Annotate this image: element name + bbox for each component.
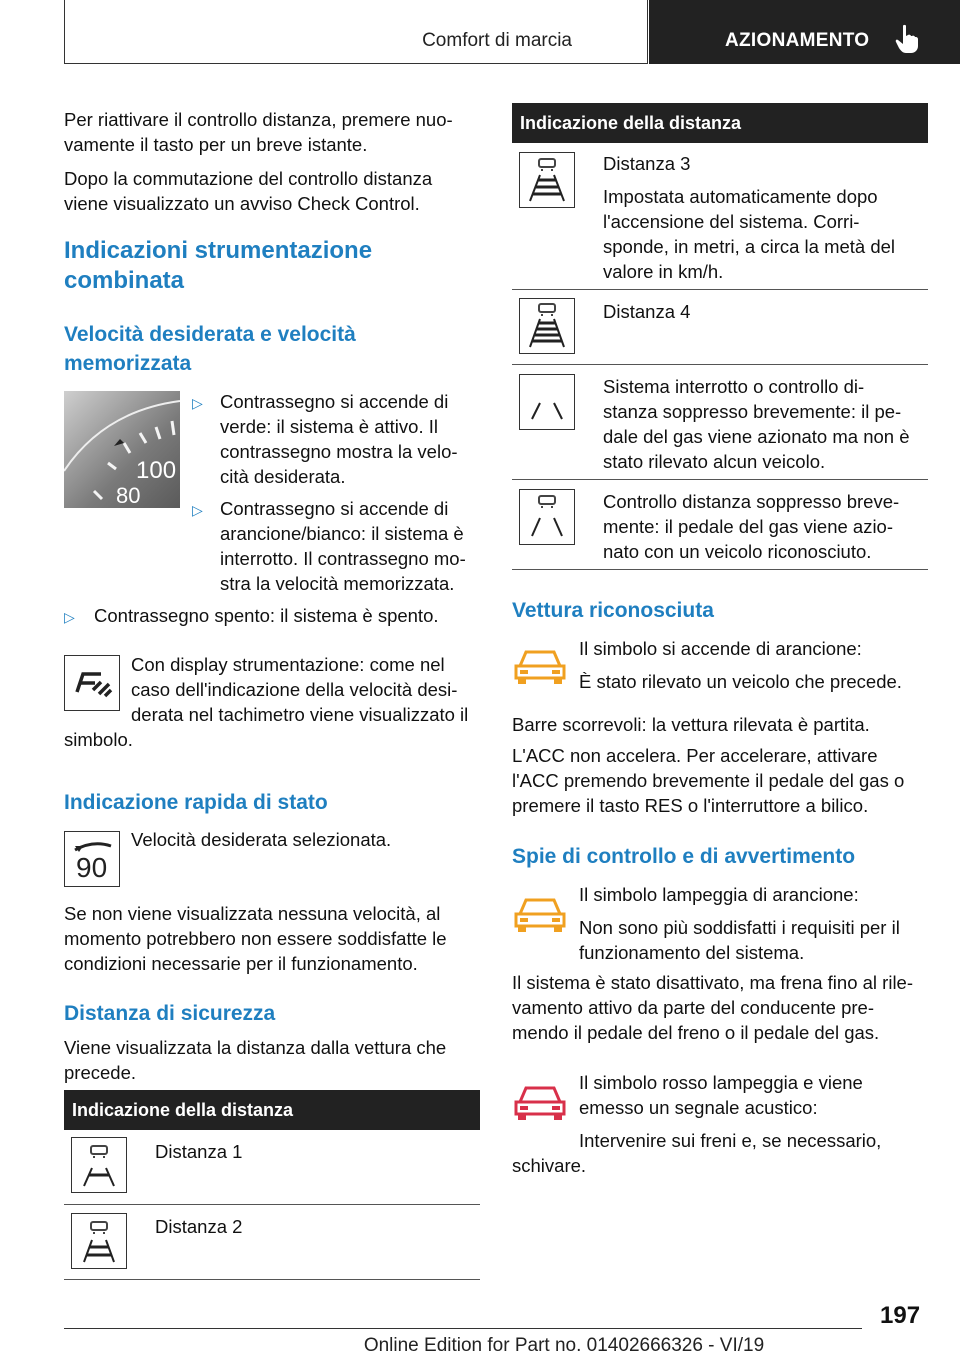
table-header: Indicazione della distanza: [64, 1090, 480, 1130]
paragraph-display: Con display strumentazione: come nel caso dell'indicazione della velocità desi- derata nel tachimetro viene visualizzato il simbolo.: [64, 654, 469, 750]
heading-desired-speed: Velocità desiderata e velocità memorizzata: [64, 323, 356, 375]
table-divider: [64, 1279, 480, 1280]
distance-3-text: Distanza 3 Impostata automaticamente dopo l'accensione del sistema. Corri- sponde, in metri, a circa la metà del valore in km/h.: [603, 153, 896, 282]
pointing-hand-icon: [895, 24, 919, 59]
paragraph-bars: Barre scorrevoli: la vettura rilevata è partita.: [512, 714, 870, 735]
paragraph-check-control: Dopo la commutazione del controllo distanza viene visualizzato un avviso Check Control.: [64, 168, 433, 214]
page-number: 197: [880, 1302, 921, 1329]
heading-rapid-status: Indicazione rapida di stato: [64, 791, 328, 814]
distance-4-label: Distanza 4: [603, 301, 691, 322]
triangle-bullet-icon: ▷: [64, 609, 75, 625]
triangle-bullet-icon: ▷: [192, 502, 203, 518]
paragraph-no-speed: Se non viene visualizzata nessuna velocità, al momento potrebbero non essere soddisfatte le condizioni necessarie per il funzionamento.: [64, 903, 447, 974]
heading-instrument-indications: Indicazioni strumentazione combinata: [64, 237, 373, 294]
distance-3-icon: [519, 152, 575, 208]
distance-2-label: Distanza 2: [155, 1216, 243, 1237]
table-divider: [512, 289, 928, 290]
paragraph-system-disabled: Il sistema è stato disattivato, ma frena fino al rile- vamento attivo da parte del conducente pre- mendo il pedale del freno o il pedale del gas.: [512, 972, 914, 1043]
speed-90-value: 90: [76, 852, 108, 883]
table-header-right: Indicazione della distanza: [512, 103, 928, 143]
rapid-status-text: Velocità desiderata selezionata.: [131, 829, 392, 850]
distance-suppressed-icon: [519, 489, 575, 545]
speed-90-icon: [64, 831, 120, 887]
triangle-bullet-icon: ▷: [192, 395, 203, 411]
header-section-title: Comfort di marcia: [422, 30, 572, 51]
distance-suppressed-text: Controllo distanza soppresso breve- mente: il pedale del gas viene azio- nato con un veicolo riconosciuto.: [603, 491, 900, 562]
system-interrupted-text: Sistema interrotto o controllo di- stanza soppresso brevemente: il pe- dale del gas viene azionato ma non è stato rilevato alcun veicolo.: [603, 376, 910, 472]
bullet-item: ▷ Contrassegno spento: il sistema è spento.: [64, 603, 484, 628]
speedometer-100: 100: [136, 457, 177, 484]
speedometer-image: [64, 391, 180, 508]
car-orange-icon: [512, 642, 568, 690]
header-chapter-box: [649, 0, 960, 64]
table-divider: [512, 479, 928, 480]
heading-safety-distance: Distanza di sicurezza: [64, 1002, 276, 1025]
heading-vehicle-detected: Vettura riconosciuta: [512, 599, 714, 622]
warning-red-text: Il simbolo rosso lampeggia e viene emesso un segnale acustico: Intervenire sui freni e, se necessario, schivare.: [512, 1072, 882, 1176]
footer-divider: [64, 1328, 862, 1329]
paragraph-reactivate: Per riattivare il controllo distanza, premere nuo- vamente il tasto per un breve istante.: [64, 109, 453, 155]
distance-1-label: Distanza 1: [155, 1141, 243, 1162]
table-divider: [512, 569, 928, 570]
bullet-item: ▷ Contrassegno si accende di verde: il sistema è attivo. Il contrassegno mostra la velo- cità desiderata.: [192, 391, 458, 487]
vehicle-detected-text: Il simbolo si accende di arancione: È stato rilevato un veicolo che precede.: [579, 638, 902, 692]
warning-orange-text: Il simbolo lampeggia di arancione: Non sono più soddisfatti i requisiti per il funzionamento del sistema.: [579, 884, 900, 963]
bullet-item: ▷ Contrassegno si accende di arancione/bianco: il sistema è interrotto. Il contrassegno mo- stra la velocità memorizzata.: [192, 498, 466, 594]
table-divider: [512, 364, 928, 365]
system-interrupted-icon: [519, 374, 575, 430]
distance-2-icon: [71, 1213, 127, 1269]
footer-edition: Online Edition for Part no. 01402666326 - VI/19: [363, 1335, 765, 1356]
distance-4-icon: [519, 298, 575, 354]
speedometer-80: 80: [116, 483, 141, 508]
paragraph-distance: Viene visualizzata la distanza dalla vettura che precede.: [64, 1037, 447, 1083]
table-divider: [64, 1204, 480, 1205]
car-orange-warning-icon: [512, 890, 568, 938]
heading-warning-lights: Spie di controllo e di avvertimento: [512, 845, 856, 868]
paragraph-acc: L'ACC non accelera. Per accelerare, attivare l'ACC premendo brevemente il pedale del gas o premere il tasto RES o l'interruttore a bilico.: [512, 745, 905, 816]
distance-1-icon: [71, 1137, 127, 1193]
header-chapter-title: AZIONAMENTO: [725, 30, 870, 51]
